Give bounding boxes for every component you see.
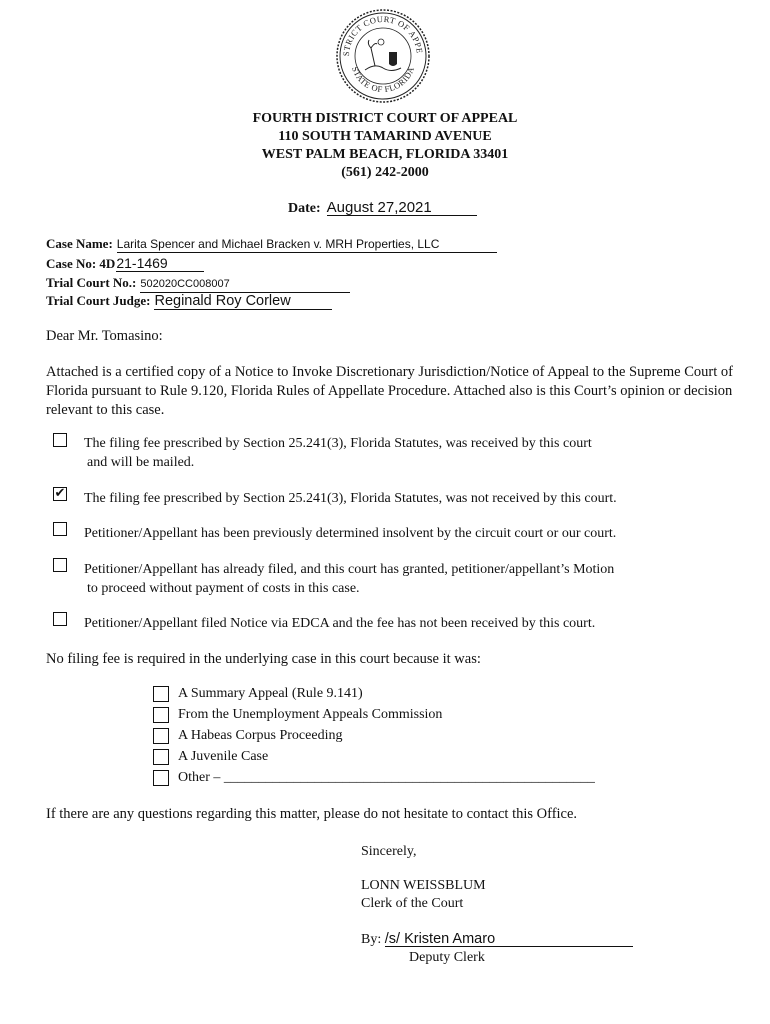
option-insolvent-line1: Petitioner/Appellant has been previously determined insolvent by the circuit court or our court. [84,526,617,541]
trial-court-judge-row [46,293,332,310]
option-motion-granted-line2: to proceed without payment of costs in this case. [87,581,360,596]
no-fee-option [153,767,595,788]
summary-appeal-label: A Summary Appeal (Rule 9.141) [178,685,363,701]
court-seal-graphic [335,8,431,104]
trial-court-judge-label: Trial Court Judge: [46,293,151,308]
unemployment-checkbox[interactable] [153,707,169,723]
closing-text: If there are any questions regarding this matter, please do not hesitate to contact this Office. [46,806,578,822]
summary-appeal-checkbox[interactable] [153,686,169,702]
clerk-name: LONN WEISSBLUM [361,878,486,893]
seal-top-text: STRICT COURT OF APPE [340,13,425,57]
motion-granted-checkbox[interactable] [53,558,67,572]
by-row [361,931,633,949]
option-edca [84,614,724,633]
check-mark-icon: ✔ [54,486,66,501]
option-fee-not-received [84,489,724,508]
no-fee-option [153,704,595,725]
option-motion-granted [84,560,724,598]
juvenile-case-label: A Juvenile Case [178,748,269,764]
trial-court-no-row [46,275,350,293]
clerk-title: Clerk of the Court [361,896,464,911]
salutation: Dear Mr. Tomasino: [46,328,163,344]
case-name-label: Case Name: [46,236,113,251]
header-line-court: FOURTH DISTRICT COURT OF APPEAL [252,111,518,126]
case-no-row [46,256,204,272]
court-header [0,110,770,182]
trial-court-no-value: 502020CC008007 [140,277,350,293]
case-name-value: Larita Spencer and Michael Bracken v. MRH Properties, LLC [117,237,497,253]
court-seal [335,8,431,104]
case-name-row [46,236,497,253]
date-value: August 27,2021 [327,200,477,216]
by-label: By: [361,932,382,947]
case-no-value: 21-1469 [116,256,204,272]
header-line-street: 110 SOUTH TAMARIND AVENUE [278,129,492,144]
deputy-clerk-title: Deputy Clerk [409,950,485,965]
header-line-city: WEST PALM BEACH, FLORIDA 33401 [261,147,509,162]
date-row [288,200,477,217]
no-fee-options [153,683,595,788]
by-signature: /s/ Kristen Amaro [385,932,633,947]
fee-not-received-checkbox[interactable] [53,487,67,501]
fee-received-checkbox[interactable] [53,433,67,447]
date-label: Date: [288,201,321,216]
intro-paragraph: Attached is a certified copy of a Notice to Invoke Discretionary Jurisdiction/Notice of Appeal to the Supreme Court of Florida pursuant to Rule 9.120, Florida Rules of Appellate Procedure. Attached also is this Court’s opinion or decision relevant to this case. [46,364,733,418]
option-fee-not-received-line1: The filing fee prescribed by Section 25.241(3), Florida Statutes, was not received by this court. [84,491,617,506]
no-fee-option [153,683,595,704]
no-fee-text: No filing fee is required in the underlying case in this court because it was: [46,651,481,667]
unemployment-label: From the Unemployment Appeals Commission [178,706,443,722]
option-fee-received-line1: The filing fee prescribed by Section 25.241(3), Florida Statutes, was received by this court [84,436,592,451]
option-insolvent [84,524,724,543]
option-fee-received [84,434,724,472]
habeas-corpus-checkbox[interactable] [153,728,169,744]
insolvent-checkbox[interactable] [53,522,67,536]
other-label: Other – _____________________________________________________ [178,769,595,785]
header-line-phone: (561) 242-2000 [341,165,429,180]
trial-court-no-label: Trial Court No.: [46,275,137,290]
sincerely: Sincerely, [361,844,417,859]
case-no-label: Case No: 4D [46,256,116,271]
option-edca-line1: Petitioner/Appellant filed Notice via EDCA and the fee has not been received by this court. [84,616,596,631]
habeas-corpus-label: A Habeas Corpus Proceeding [178,727,343,743]
svg-text:STATE OF FLORIDA [350,65,416,94]
edca-checkbox[interactable] [53,612,67,626]
seal-bottom-text: STATE OF FLORIDA [349,65,417,95]
trial-court-judge-value: Reginald Roy Corlew [154,294,332,310]
svg-text:DISTRICT COURT OF APPEAL [335,8,425,57]
option-motion-granted-line1: Petitioner/Appellant has already filed, and this court has granted, petitioner/appellant’s Motion [84,562,615,577]
no-fee-option [153,746,595,767]
juvenile-case-checkbox[interactable] [153,749,169,765]
other-checkbox[interactable] [153,770,169,786]
option-fee-received-line2: and will be mailed. [87,455,195,470]
no-fee-option [153,725,595,746]
